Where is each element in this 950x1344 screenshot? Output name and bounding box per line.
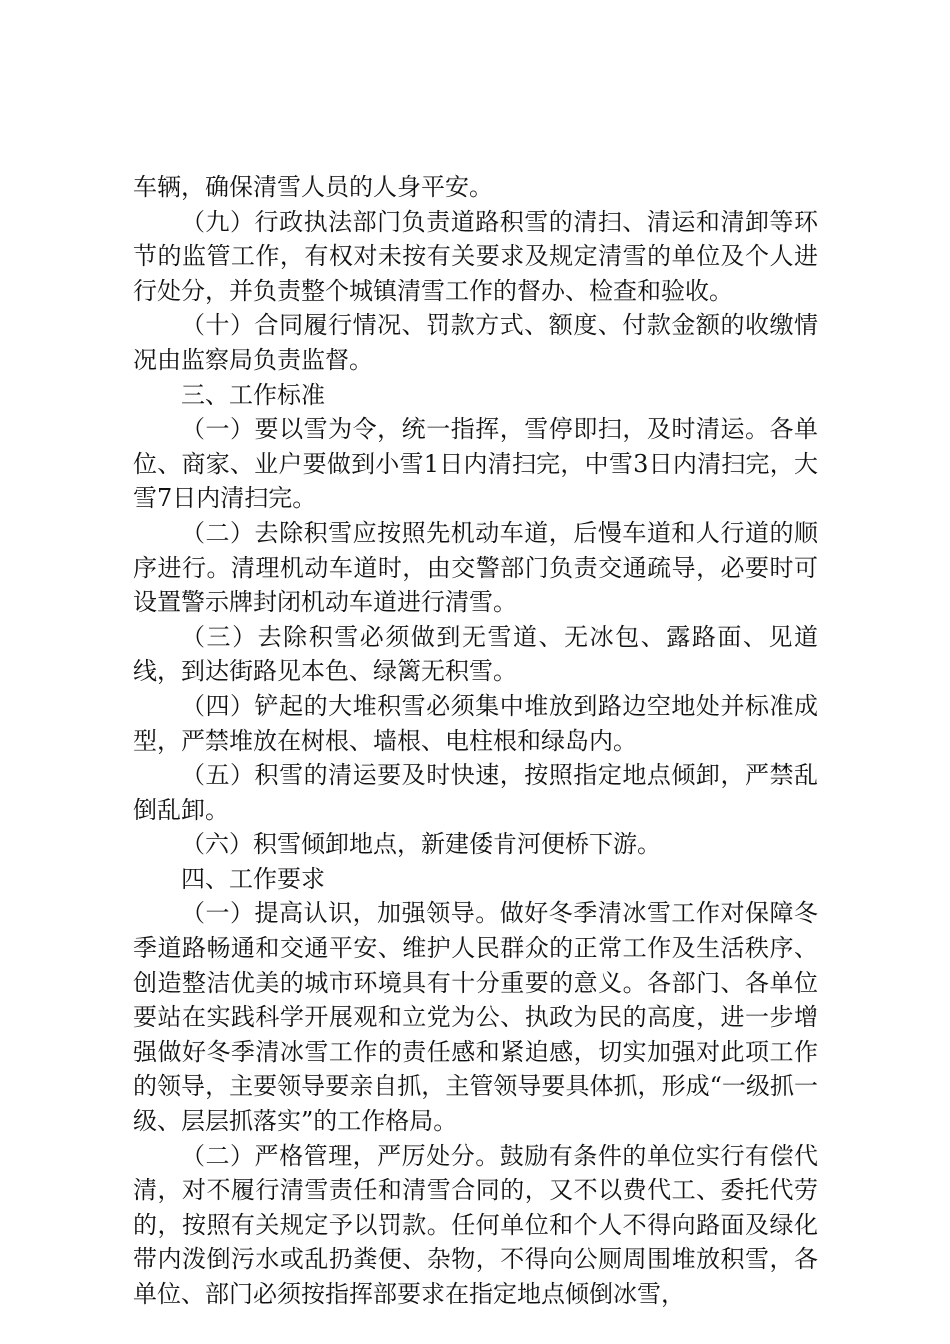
paragraph-standard-5: （五）积雪的清运要及时快速，按照指定地点倾卸，严禁乱倒乱卸。	[133, 761, 818, 824]
paragraph-standard-2: （二）去除积雪应按照先机动车道，后慢车道和人行道的顺序进行。清理机动车道时，由交警部门负责交通疏导，必要时可设置警示牌封闭机动车道进行清雪。	[133, 518, 818, 617]
paragraph-requirement-2: （二）严格管理，严厉处分。鼓励有条件的单位实行有偿代清，对不履行清雪责任和清雪合同的，又不以费代工、委托代劳的，按照有关规定予以罚款。任何单位和个人不得向路面及绿化带内泼倒污水或乱扔粪便、杂物，不得向公厕周围堆放积雪，各单位、部门必须按指挥部要求在指定地点倾倒冰雪，	[133, 1141, 818, 1308]
document-body	[133, 170, 818, 1312]
paragraph-item-10: （十）合同履行情况、罚款方式、额度、付款金额的收缴情况由监察局负责监督。	[133, 311, 818, 374]
paragraph-continuation: 车辆，确保清雪人员的人身平安。	[133, 173, 493, 201]
paragraph-item-9: （九）行政执法部门负责道路积雪的清扫、清运和清卸等环节的监管工作，有权对未按有关要求及规定清雪的单位及个人进行处分，并负责整个城镇清雪工作的督办、检查和验收。	[133, 207, 818, 305]
section-heading-work-standards: 三、工作标准	[181, 380, 325, 409]
paragraph-standard-4: （四）铲起的大堆积雪必须集中堆放到路边空地处并标准成型，严禁堆放在树根、墙根、电柱根和绿岛内。	[133, 691, 818, 755]
paragraph-standard-6: （六）积雪倾卸地点，新建倭肯河便桥下游。	[181, 830, 661, 859]
section-heading-work-requirements: 四、工作要求	[181, 864, 325, 893]
paragraph-standard-1: （一）要以雪为令，统一指挥，雪停即扫，及时清运。各单位、商家、业户要做到小雪1日内清扫完，中雪3日内清扫完，大雪7日内清扫完。	[133, 415, 818, 513]
paragraph-standard-3: （三）去除积雪必须做到无雪道、无冰包、露路面、见道线，到达街路见本色、绿篱无积雪。	[133, 622, 818, 686]
paragraph-requirement-1: （一）提高认识，加强领导。做好冬季清冰雪工作对保障冬季道路畅通和交通平安、维护人民群众的正常工作及生活秩序、创造整洁优美的城市环境具有十分重要的意义。各部门、各单位要站在实践科学开展观和立党为公、执政为民的高度，进一步增强做好冬季清冰雪工作的责任感和紧迫感，切实加强对此项工作的领导，主要领导要亲自抓，主管领导要具体抓，形成“一级抓一级、层层抓落实”的工作格局。	[133, 899, 818, 1136]
